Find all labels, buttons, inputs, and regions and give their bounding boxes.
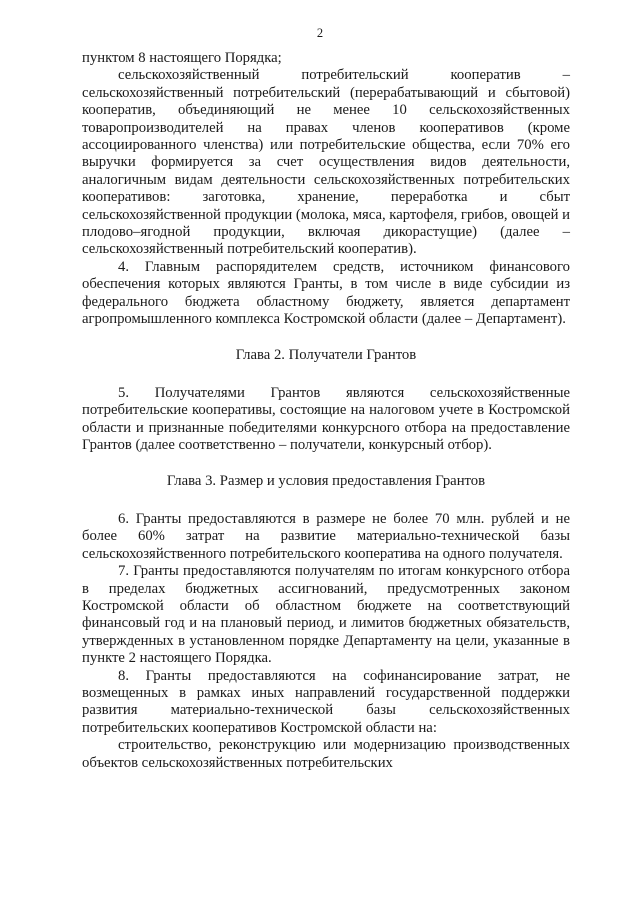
page-number: 2 bbox=[316, 26, 324, 40]
paragraph-7: 7. Гранты предоставляются получателям по итогам конкурсного отбора в пределах бюджетных ассигнований, предусмотренных законом Костромской области об областном бюджете на соответствующий финансовый год и на плановый период, и лимитов бюджетных обязательств, утвержденных в установленном порядке Департаменту на цели, указанные в пункте 2 настоящего Порядка. bbox=[82, 563, 570, 667]
paragraph-4: 4. Главным распорядителем средств, источником финансового обеспечения которых являются Гранты, в том числе в виде субсидии из федерального бюджета областному бюджету, является департамент агропромышленного комплекса Костромской области (далее – Департамент). bbox=[82, 258, 570, 328]
paragraph-8: 8. Гранты предоставляются на софинансирование затрат, не возмещенных в рамках иных направлений государственной поддержки развития материально-технической базы сельскохозяйственных потребительских кооперативов Костромской области на: bbox=[82, 667, 570, 736]
paragraph-definition-cooperative: сельскохозяйственный потребительский кооператив – сельскохозяйственный потребительский (перерабатывающий и сбытовой) кооператив, объединяющий не менее 10 сельскохозяйственных товаропроизводителей на правах членов кооперативов (кроме ассоциированного членства) или потребительские общества, если 70% его выручки формируется за счет осуществления видов деятельности, аналогичным видам деятельности сельскохозяйственных потребительских кооперативов: заготовка, хранение, переработка и сбыт сельскохозяйственной продукции (молока, мяса, картофеля, грибов, овощей и плодово–ягодной продукции, включая дикорастущие) (далее – сельскохозяйственный потребительский кооператив). bbox=[82, 67, 570, 258]
paragraph-continuation: пунктом 8 настоящего Порядка; bbox=[82, 50, 282, 66]
chapter-3-heading: Глава 3. Размер и условия предоставления Грантов bbox=[166, 472, 486, 489]
paragraph-5: 5. Получателями Грантов являются сельскохозяйственные потребительские кооперативы, состоящие на налоговом учете в Костромской области и признанные победителями конкурсного отбора на предоставление Грантов (далее соответственно – получатели, конкурсный отбор). bbox=[82, 384, 570, 454]
chapter-2-heading: Глава 2. Получатели Грантов bbox=[235, 346, 417, 363]
paragraph-8-item-construction: строительство, реконструкцию или модернизацию производственных объектов сельскохозяйственных потребительских bbox=[82, 737, 570, 771]
document-body bbox=[82, 50, 570, 772]
paragraph-6: 6. Гранты предоставляются в размере не более 70 млн. рублей и не более 60% затрат на развитие материально-технической базы сельскохозяйственного потребительского кооператива на одного получателя. bbox=[82, 510, 570, 562]
